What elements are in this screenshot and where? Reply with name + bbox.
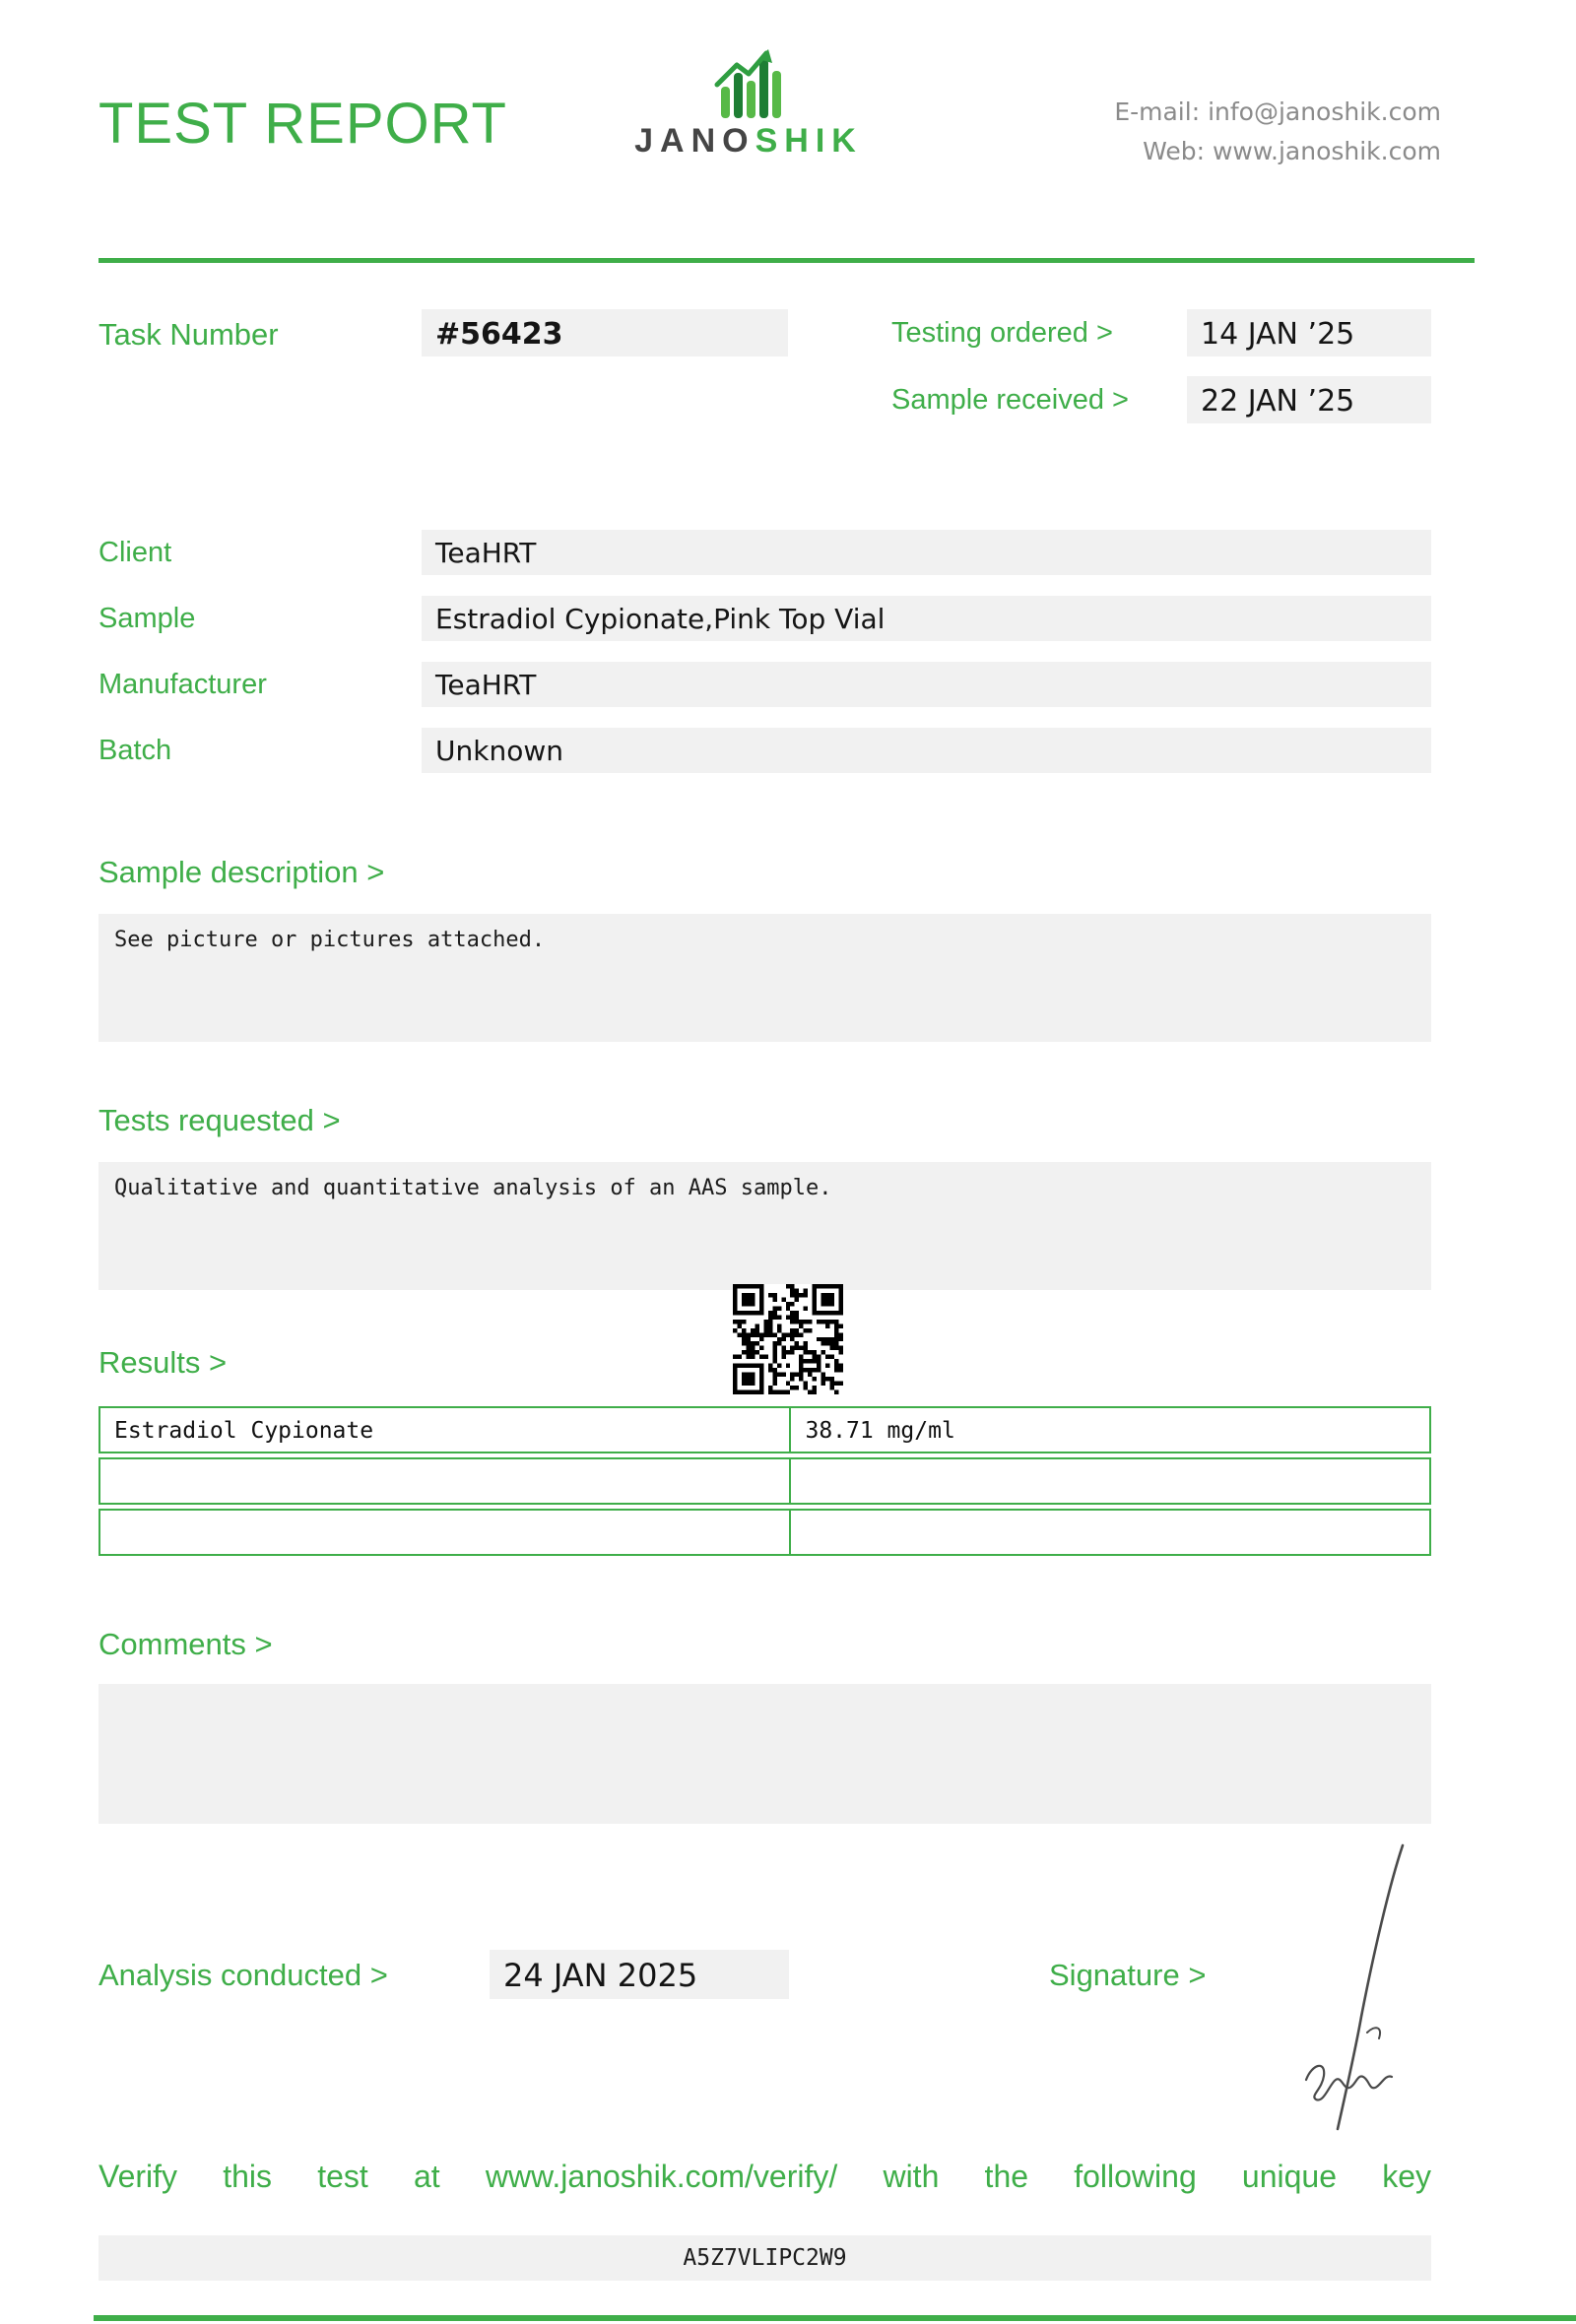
contact-info (1114, 93, 1441, 171)
client-label: Client (98, 537, 172, 568)
sample-received-label: Sample received > (891, 384, 1129, 416)
testing-ordered-label: Testing ordered > (891, 317, 1113, 349)
results-label: Results > (98, 1345, 228, 1380)
results-row (98, 1509, 1431, 1556)
result-concentration: 38.71 mg/ml (805, 1418, 955, 1444)
logo-text-shik: SHIK (755, 122, 863, 160)
task-number-value: #56423 (422, 309, 788, 356)
email-text: E-mail: info@janoshik.com (1114, 97, 1441, 126)
signature-stroke (1273, 1840, 1440, 2135)
sample-description-text: See picture or pictures attached. (114, 928, 546, 952)
page-title: TEST REPORT (98, 92, 507, 156)
sample-received-value: 22 JAN ’25 (1187, 376, 1431, 423)
result-substance: Estradiol Cypionate (100, 1408, 791, 1452)
manufacturer-value: TeaHRT (422, 662, 1431, 707)
tests-requested-label: Tests requested > (98, 1103, 341, 1137)
header-divider (98, 258, 1475, 263)
detail-row-sample (98, 596, 1431, 641)
detail-row-client (98, 530, 1431, 575)
sample-description-box (98, 914, 1431, 1042)
comments-box (98, 1684, 1431, 1824)
sample-value: Estradiol Cypionate,Pink Top Vial (422, 596, 1431, 641)
result-concentration (791, 1511, 1429, 1554)
tests-requested-text: Qualitative and quantitative analysis of an AAS sample. (114, 1176, 832, 1200)
batch-value: Unknown (422, 728, 1431, 773)
client-value: TeaHRT (422, 530, 1431, 575)
sample-description-label: Sample description > (98, 855, 385, 889)
manufacturer-label: Manufacturer (98, 669, 267, 700)
tests-requested-box (98, 1162, 1431, 1290)
result-substance (100, 1511, 791, 1554)
sample-label: Sample (98, 603, 196, 634)
logo-wordmark (621, 122, 877, 161)
results-row (98, 1406, 1431, 1453)
web-text: Web: www.janoshik.com (1143, 137, 1441, 165)
verify-text: Verify this test at www.janoshik.com/verify/ with the following unique key (98, 2159, 1431, 2194)
batch-label: Batch (98, 735, 172, 766)
signature-label: Signature > (1049, 1958, 1207, 1992)
logo-text-jano: JANO (634, 122, 755, 160)
qr-code (733, 1284, 843, 1394)
task-number-label: Task Number (98, 317, 279, 352)
result-substance (100, 1459, 791, 1503)
qr-code-svg (733, 1284, 843, 1394)
results-row (98, 1457, 1431, 1505)
verify-key-box (98, 2235, 1431, 2281)
analysis-conducted-label: Analysis conducted > (98, 1958, 388, 1992)
detail-row-manufacturer (98, 662, 1431, 707)
analysis-conducted-value: 24 JAN 2025 (490, 1950, 789, 1999)
logo-chart-icon (697, 47, 800, 120)
detail-row-batch (98, 728, 1431, 773)
bottom-green-bar (94, 2315, 1576, 2321)
verify-key: A5Z7VLIPC2W9 (683, 2245, 847, 2271)
testing-ordered-value: 14 JAN ’25 (1187, 309, 1431, 356)
result-concentration (791, 1459, 1429, 1503)
janoshik-logo (621, 47, 877, 161)
comments-label: Comments > (98, 1627, 273, 1661)
signature-image (1273, 1840, 1440, 2140)
results-table (98, 1406, 1431, 1560)
